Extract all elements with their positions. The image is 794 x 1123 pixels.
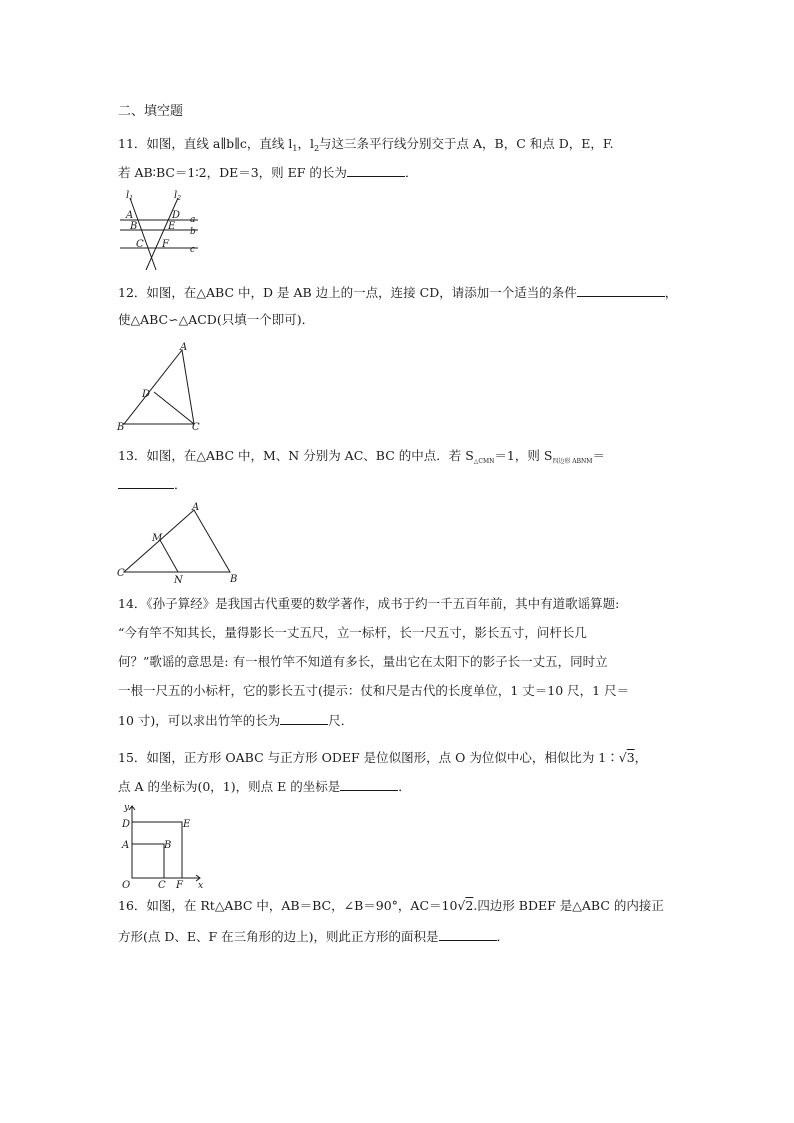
- label-C: C: [192, 422, 200, 433]
- q14-line1: 14．《孙子算经》是我国古代重要的数学著作，成书于约一千五百年前，其中有道歌谣算题:: [118, 596, 620, 611]
- label-E: E: [168, 221, 176, 232]
- q15-text-d: ．: [398, 779, 411, 794]
- section-title: 二、填空题: [118, 104, 184, 119]
- q13-text-a: 13．如图，在△ABC 中，M、N 分别为 AC、BC 的中点．若 S: [118, 448, 474, 463]
- q13-text-d: ．: [174, 477, 187, 492]
- label-D: D: [122, 819, 131, 830]
- q16-sqrt-value: 2: [465, 898, 474, 913]
- q14-line5: [118, 712, 353, 729]
- q15-sqrt: √3: [618, 750, 635, 765]
- label-N: N: [174, 575, 183, 586]
- label-l2: $l_2$: [174, 190, 182, 202]
- q16-text-d: ．: [496, 929, 510, 944]
- q15-line1: [118, 750, 647, 766]
- label-b: b: [190, 227, 196, 237]
- q11-figure: [112, 188, 202, 272]
- label-a: a: [190, 215, 196, 225]
- label-A: A: [192, 502, 200, 513]
- square-ODEF: [132, 822, 182, 878]
- q12-figure: [114, 340, 206, 434]
- q13-sub2: 四边形 ABNM: [552, 458, 593, 465]
- q13-text-c: ＝: [592, 448, 605, 463]
- q13-text-b: ＝1，则 S: [494, 448, 553, 463]
- q12-text-a: 12．如图，在△ABC 中，D 是 AB 边上的一点，连接 CD，请添加一个适当的条件: [118, 285, 577, 300]
- q13-line1: [118, 448, 605, 467]
- q14-answer-blank[interactable]: [280, 712, 328, 725]
- q12-line2: 使△ABC∽△ACD(只填一个即可)．: [118, 312, 315, 327]
- line-l1: [130, 198, 156, 270]
- label-C: C: [136, 239, 144, 250]
- label-B: B: [230, 574, 238, 585]
- q16-sqrt: √2: [457, 898, 474, 913]
- label-F: F: [176, 880, 183, 890]
- label-y: y: [124, 803, 130, 813]
- q16-answer-blank[interactable]: [439, 928, 497, 941]
- label-F: F: [162, 239, 169, 250]
- q13-sub1: △CMN: [473, 458, 495, 465]
- q16-text-a: 16．如图，在 Rt△ABC 中，AB＝BC，∠B＝90°，AC＝10: [118, 898, 458, 913]
- segment-MN: [160, 540, 178, 572]
- label-D: D: [142, 389, 151, 400]
- q11-text-b: ，l: [297, 136, 314, 151]
- q11-text-a: 11．如图，直线 a∥b∥c，直线 l: [118, 136, 293, 151]
- triangle-ABC: [124, 350, 194, 424]
- label-A: A: [180, 342, 188, 353]
- square-OABC: [132, 844, 164, 878]
- q15-text-c: 点 A 的坐标为(0，1)，则点 E 的坐标是: [118, 779, 341, 794]
- line-l2: [146, 198, 181, 270]
- segment-CD: [154, 392, 194, 424]
- q11-text-d: 若 AB∶BC＝1∶2，DE＝3，则 EF 的长为: [118, 165, 347, 180]
- q15-answer-blank[interactable]: [340, 778, 398, 791]
- q16-text-b: .四边形 BDEF 是△ABC 的内接正: [473, 898, 664, 913]
- q11-text-e: ．: [404, 165, 418, 180]
- q12-line1: [118, 284, 677, 301]
- q13-figure: [114, 496, 244, 586]
- label-x: x: [198, 881, 204, 890]
- q14-line4: 一根一尺五的小标杆，它的影长五寸(提示：仗和尺是古代的长度单位，1 丈＝10 尺，1 尺＝: [118, 683, 630, 698]
- triangle-ABC: [124, 510, 230, 572]
- q14-text-b: 尺．: [328, 713, 354, 728]
- label-C: C: [158, 880, 166, 890]
- q14-line3: 何？”歌谣的意思是: 有一根竹竿不知道有多长，量出它在太阳下的影子长一丈五，同时立: [118, 654, 608, 669]
- q16-line2: [118, 928, 509, 945]
- q15-text-a: 15．如图，正方形 OABC 与正方形 ODEF 是位似图形，点 O 为位似中心，相似比为 1∶: [118, 750, 619, 765]
- label-c: c: [190, 245, 196, 255]
- q14-text-a: 10 寸)，可以求出竹竿的长为: [118, 713, 281, 728]
- q16-text-c: 方形(点 D、E、F 在三角形的边上)，则此正方形的面积是: [118, 929, 439, 944]
- q15-text-b: ，: [634, 750, 648, 765]
- label-B: B: [164, 840, 172, 851]
- q11-text-c: 与这三条平行线分别交于点 A，B，C 和点 D，E，F.: [319, 136, 614, 151]
- label-B: B: [117, 422, 125, 433]
- label-A: A: [126, 210, 134, 221]
- label-O: O: [122, 880, 131, 890]
- q14-line2: “今有竿不知其长，量得影长一丈五尺，立一标杆，长一尺五寸，影长五寸，问杆长几: [118, 625, 587, 640]
- q15-figure: [112, 800, 208, 890]
- q12-answer-blank[interactable]: [577, 284, 665, 297]
- q15-sqrt-value: 3: [626, 750, 635, 765]
- q13-answer-blank[interactable]: [118, 476, 174, 489]
- label-D: D: [172, 210, 181, 221]
- q13-line2: [118, 476, 187, 493]
- q11-sub1: 1: [292, 144, 298, 153]
- q11-answer-blank[interactable]: [347, 164, 405, 177]
- q15-line2: [118, 778, 411, 795]
- q11-line2: [118, 164, 417, 181]
- q11-sub2: 2: [313, 144, 320, 153]
- q11-line1: [118, 136, 614, 154]
- label-C: C: [117, 568, 125, 579]
- label-l1: $l_1$: [126, 190, 134, 202]
- label-A: A: [122, 840, 130, 851]
- label-E: E: [183, 819, 191, 830]
- q12-text-b: ，: [664, 285, 678, 300]
- label-B: B: [130, 221, 138, 232]
- label-M: M: [152, 533, 163, 544]
- q16-line1: [118, 898, 664, 914]
